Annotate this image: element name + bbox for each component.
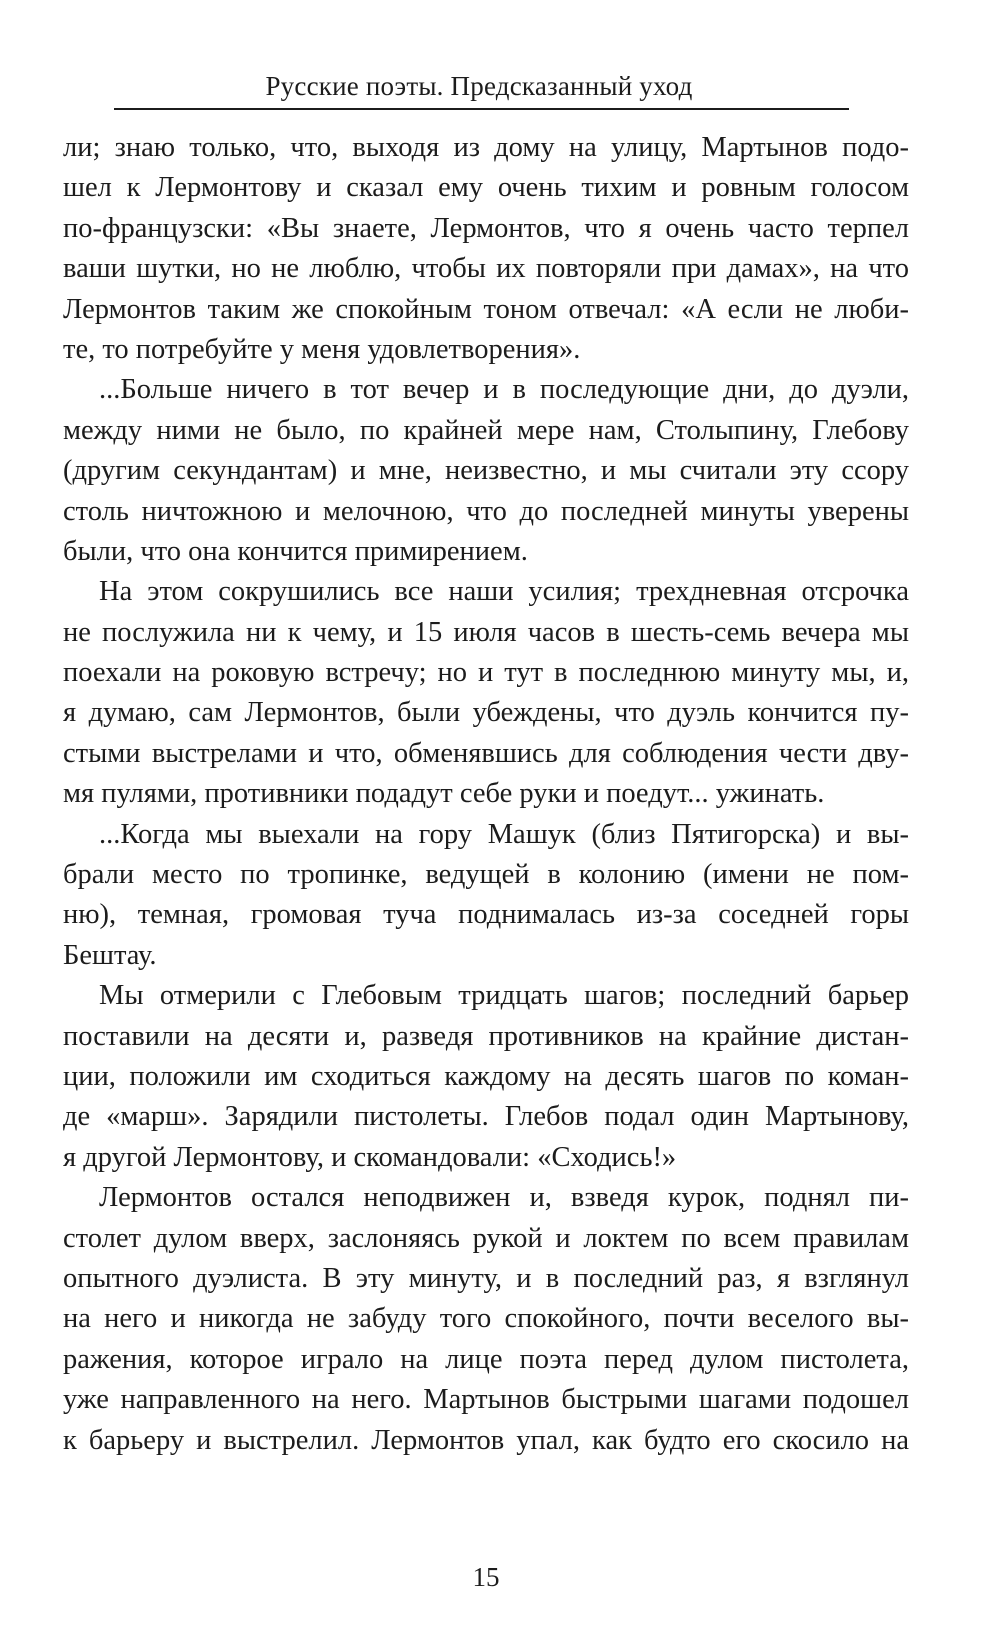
text-line: ражения, которое играло на лице поэта перед дулом пистолета, <box>63 1343 909 1375</box>
text-line: были, что она кончится примирением. <box>63 535 528 567</box>
body-text <box>63 128 909 1461</box>
header-rule <box>114 108 849 110</box>
text-line: уже направленного на него. Мартынов быстрыми шагами подошел <box>63 1384 909 1416</box>
text-line: де «марш». Зарядили пистолеты. Глебов подал один Мартынову, <box>63 1101 909 1133</box>
page-number: 15 <box>472 1562 500 1592</box>
text-line: (другим секундантам) и мне, неизвестно, и мы считали эту ссору <box>63 455 909 487</box>
text-line: столь ничтожною и мелочною, что до последней минуты уверены <box>63 495 909 527</box>
text-line: Лермонтов остался неподвижен и, взведя курок, поднял пи- <box>99 1182 909 1214</box>
paragraph <box>63 572 909 814</box>
text-line: шел к Лермонтову и сказал ему очень тихим и ровным голосом <box>63 172 909 204</box>
text-line: опытного дуэлиста. В эту минуту, и в последний раз, я взглянул <box>63 1262 909 1294</box>
text-line: стыми выстрелами и что, обменявшись для соблюдения чести дву- <box>63 737 909 769</box>
paragraph <box>63 815 909 977</box>
text-line: На этом сокрушились все наши усилия; трехдневная отсрочка <box>99 576 909 608</box>
text-line: к барьеру и выстрелил. Лермонтов упал, как будто его скосило на <box>63 1424 909 1456</box>
text-line: брали место по тропинке, ведущей в колонию (имени не пом- <box>63 859 909 891</box>
paragraph <box>63 1178 909 1461</box>
text-line: ню), темная, громовая туча поднималась из-за соседней горы <box>63 899 909 931</box>
paragraph <box>63 976 909 1178</box>
text-line: не послужила ни к чему, и 15 июля часов в шесть-семь вечера мы <box>63 616 909 648</box>
text-line: ли; знаю только, что, выходя из дому на улицу, Мартынов подо- <box>63 132 909 163</box>
text-line: те, то потребуйте у меня удовлетворения». <box>63 333 581 365</box>
paragraph <box>63 128 909 370</box>
text-line: Лермонтов таким же спокойным тоном отвечал: «А если не люби- <box>63 293 909 325</box>
text-line: мя пулями, противники подадут себе руки и поедут... ужинать. <box>63 778 825 810</box>
paragraph <box>63 370 909 572</box>
text-line: поехали на роковую встречу; но и тут в последнюю минуту мы, и, <box>63 657 909 689</box>
text-line: Бештау. <box>63 939 157 971</box>
text-line: между ними не было, по крайней мере нам, Столыпину, Глебову <box>63 414 909 446</box>
text-line: по-французски: «Вы знаете, Лермонтов, что я очень часто терпел <box>63 212 909 244</box>
text-line: ...Больше ничего в тот вечер и в последующие дни, до дуэли, <box>99 374 909 406</box>
text-line: я думаю, сам Лермонтов, были убеждены, что дуэль кончится пу- <box>63 697 909 729</box>
text-line: ваши шутки, но не люблю, чтобы их повторяли при дамах», на что <box>63 253 909 285</box>
text-line: я другой Лермонтову, и скомандовали: «Сходись!» <box>63 1141 677 1173</box>
text-line: на него и никогда не забуду того спокойного, почти веселого вы- <box>63 1303 909 1335</box>
text-line: ции, положили им сходиться каждому на десять шагов по коман- <box>63 1060 909 1092</box>
text-line: столет дулом вверх, заслоняясь рукой и локтем по всем правилам <box>63 1222 909 1254</box>
running-head: Русские поэты. Предсказанный уход <box>265 71 693 101</box>
text-line: ...Когда мы выехали на гору Машук (близ Пятигорска) и вы- <box>99 818 909 850</box>
text-line: Мы отмерили с Глебовым тридцать шагов; последний барьер <box>99 980 909 1012</box>
text-line: поставили на десяти и, разведя противников на крайние дистан- <box>63 1020 909 1052</box>
